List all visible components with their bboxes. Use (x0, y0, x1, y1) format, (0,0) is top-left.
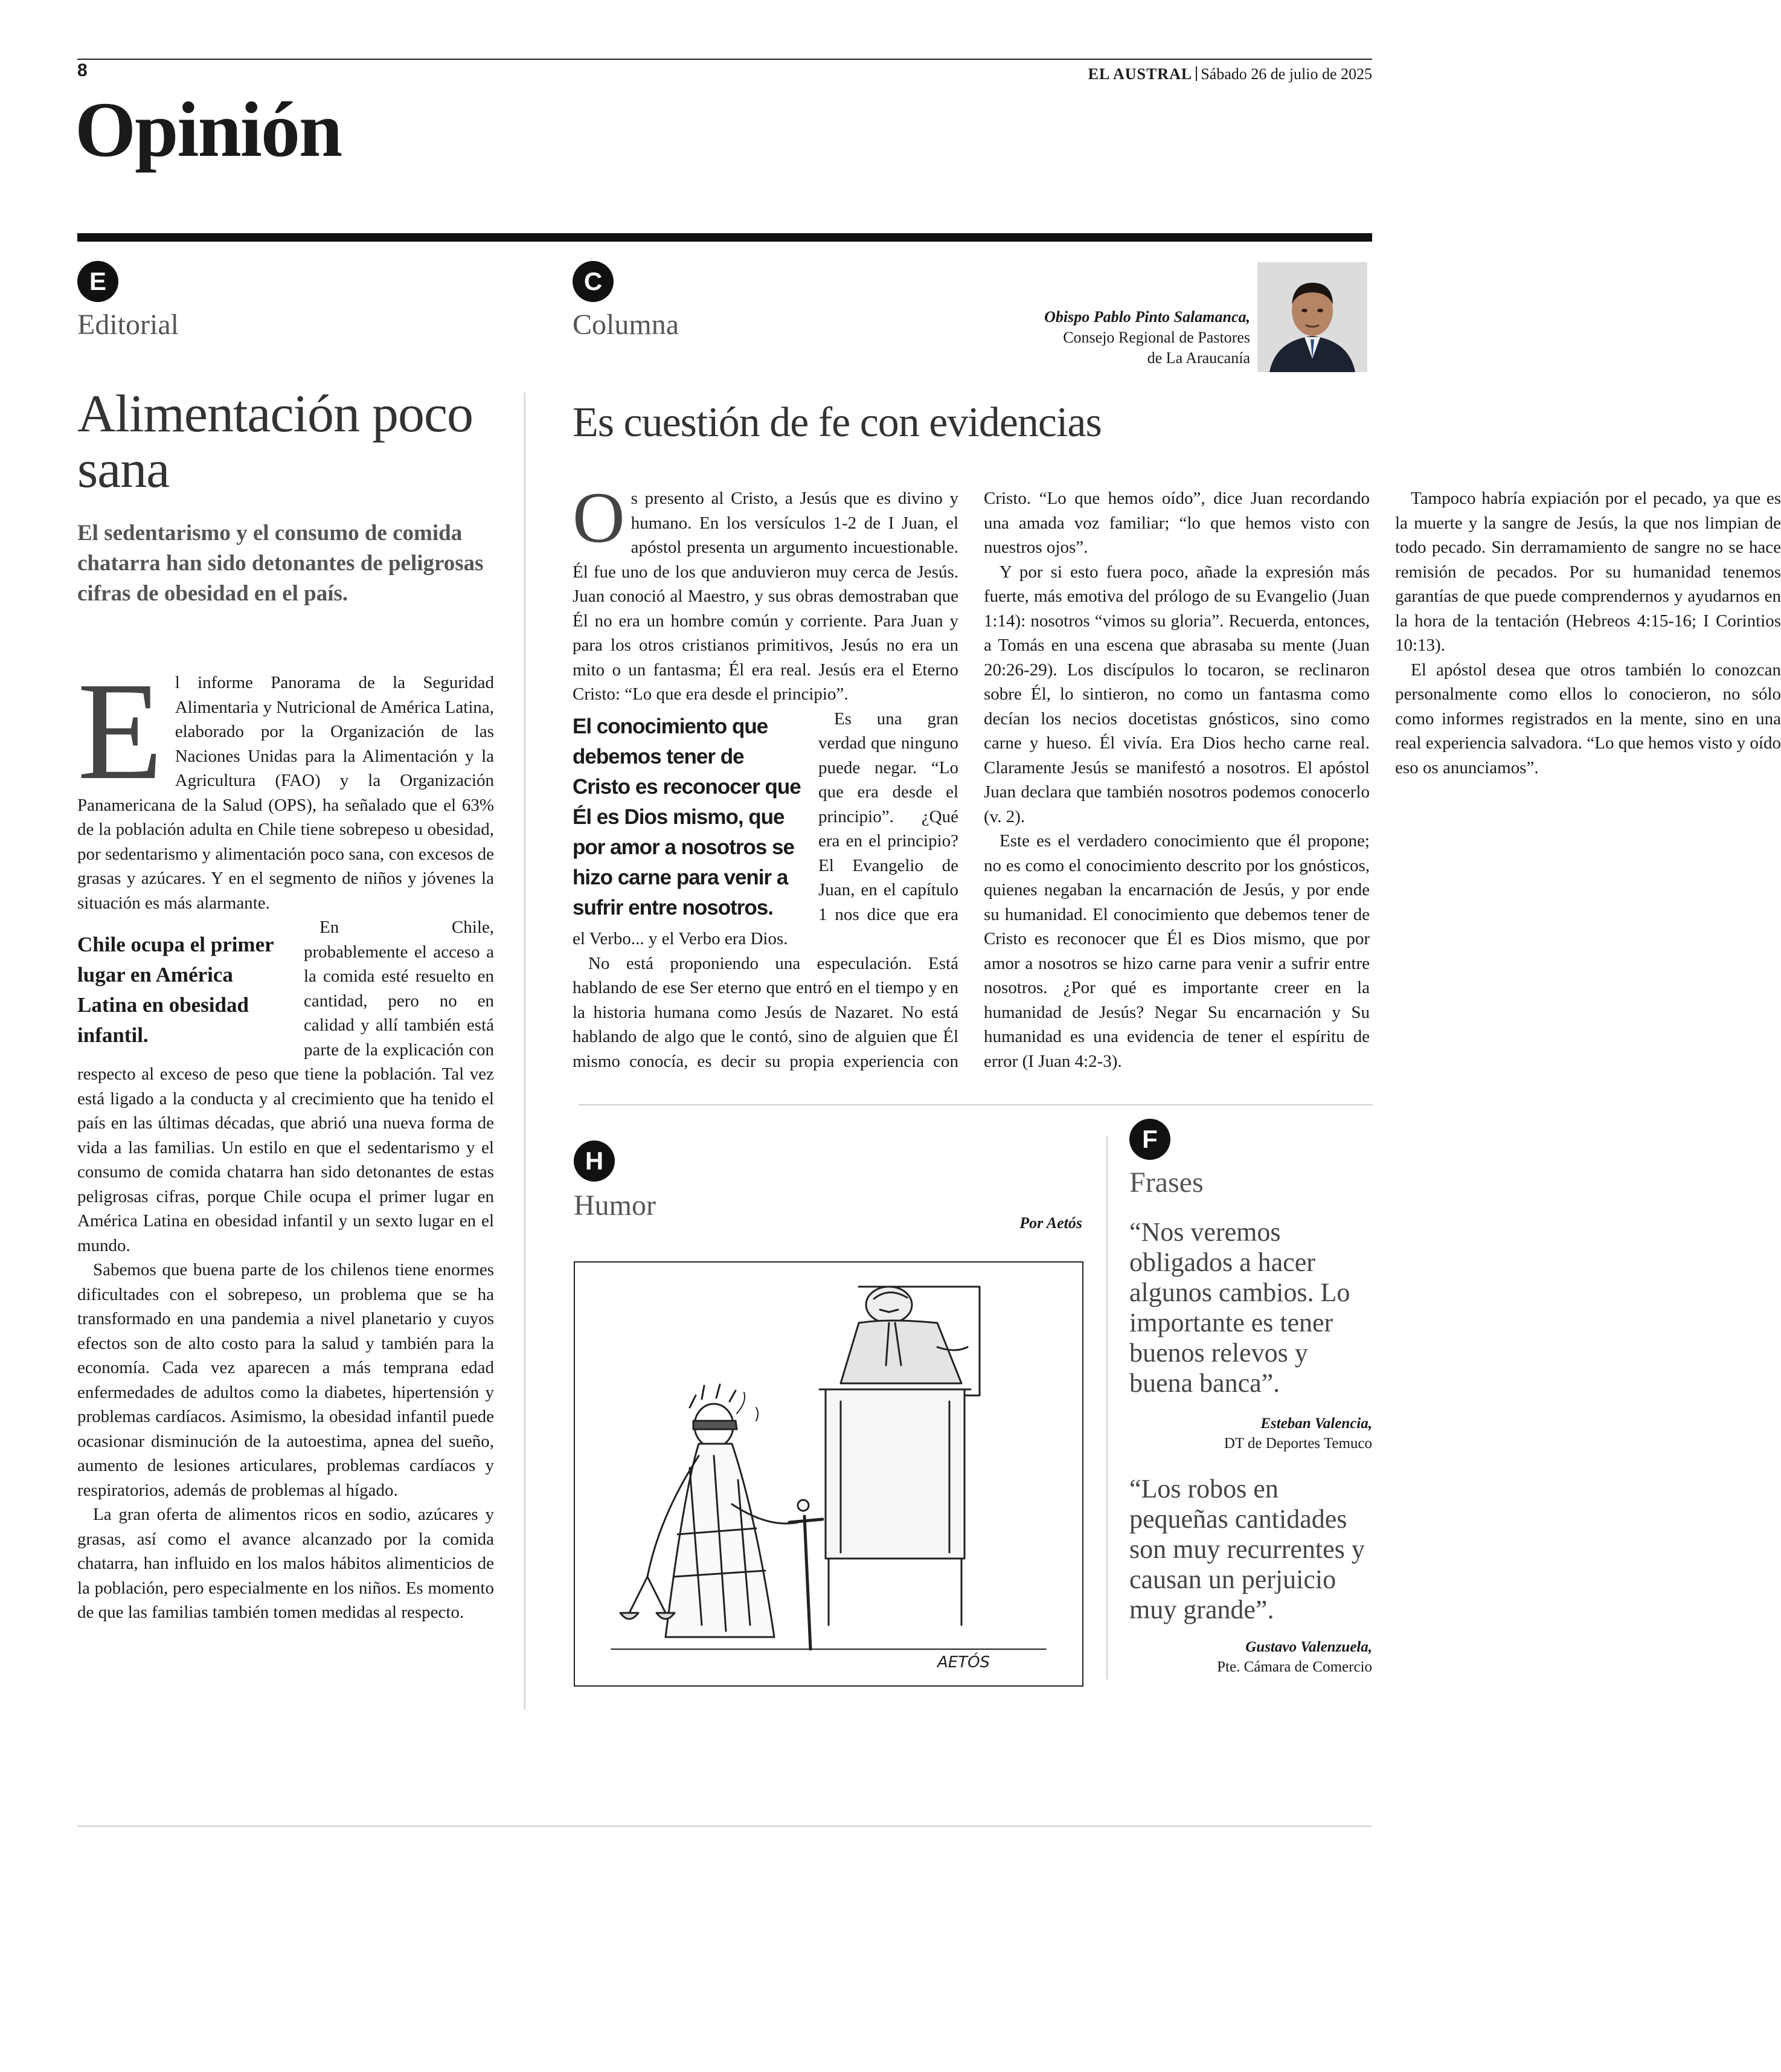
editorial-kicker: Editorial (77, 309, 179, 341)
issue-date: Sábado 26 de julio de 2025 (1201, 65, 1372, 83)
editorial-p1: l informe Panorama de la Seguridad Alimentaria y Nutricional de América Latina, elaborado por la Organización de las Naciones Unidas para la Alimentación y la Agricultura (FAO) y la Organización Panamericana de la Salud (OPS), ha señalado que el 63% de la población adulta en Chile tiene sobrepeso u obesidad, por sedentarismo y alimentación poco sana, con excesos de grasas y azúcares. Y en el segmento de niños y jóvenes la situación es más alarmante. (77, 673, 494, 913)
column-title: Es cuestión de fe con evidencias (573, 399, 1102, 446)
quote-1: “Nos veremos obligados a hacer algunos cambios. Lo importante es tener buenos relevos y buena banca”. (1129, 1217, 1350, 1398)
humor-badge: H (574, 1141, 615, 1182)
top-rule (77, 59, 1372, 60)
column-paragraph (573, 477, 958, 707)
author-region: de La Araucanía (1147, 349, 1250, 367)
column-paragraph: El apóstol desea que otros también lo conozcan personalmente como ellos lo conocieron, no sólo como informes registrados en la mente, sino en una real experiencia salvadora. “Lo que hemos visto y oído eso os anunciamos”. (1395, 660, 1781, 777)
editorial-paragraph: La gran oferta de alimentos ricos en sodio, azúcares y grasas, así como el avance alcanzado por la comida chatarra, han influido en los malos hábitos alimenticios de la población, pero especialmente en los niños. Es momento de que las familias también tomen medidas al respecto. (77, 1505, 494, 1622)
cartoon-signature: AETÓS (937, 1653, 990, 1671)
column-badge: C (573, 261, 614, 302)
column-paragraph: Tampoco habría expiación por el pecado, ya que es la muerte y la sangre de Jesús, la que nos limpian de todo pecado. Sin derramamiento de sangre no se hace remisión de pecados. Por su humanidad tenemos garantías de que puede comprendernos y ayudarnos en la hora de la tentación (Hebreos 4:15-16; I Corintios 10:13). (1395, 489, 1781, 655)
quote-1-attribution (1224, 1414, 1372, 1453)
column-paragraph: No está proponiendo una especulación. Está hablando de ese Ser eterno que entró en el tiempo y en la historia humana como Jesús de Nazaret. No está hablando de algo que le contó, sino de alguien que Él mismo conocía, es decir su propia experiencia con Cristo. “Lo que hemos oído”, dice Juan recordando una amada voz familiar; “lo que hemos visto con nuestros ojos”. (573, 489, 1370, 1071)
editorial-p2: En Chile, probablemente el acceso a la comida esté resuelto en cantidad, pero no en calidad y allí también está parte de la explicación con respecto al exceso de peso que tiene la población. Tal vez está ligado a la conducta y al crecimiento que ha tenido el país en las últimas décadas, que abrió una nueva forma de vida a las familias. Un estilo en que el sedentarismo y el consumo de comida chatarra han sido detonantes de estas peligrosas cifras, porque Chile ocupa el primer lugar en América Latina en obesidad infantil y un sexto lugar en el mundo. (77, 918, 494, 1255)
column-dropcap: O (573, 477, 625, 558)
editorial-badge: E (77, 261, 118, 302)
frases-badge: F (1129, 1119, 1170, 1160)
column-paragraph: Y por si esto fuera poco, añade la expresión más fuerte, más emotiva del prólogo de su Evangelio (Juan 1:14): nosotros “vimos su gloria”. Recuerda, entonces, a Tomás en una escena que abrasaba su mente (Juan 20:26-29). Los discípulos lo tocaron, se reclinaron sobre Él, lo sintieron, no como un fantasma como decían los necios docetistas gnósticos, sino como carne y hueso. Él vivía. Era Dios hecho carne real. Claramente Jesús se manifestó a nosotros. El apóstol Juan declara que también nosotros podemos conocerlo (v. 2). (984, 562, 1370, 826)
quote-2-author: Gustavo Valenzuela, (1245, 1639, 1372, 1655)
page-number: 8 (77, 60, 88, 80)
humor-cartoon (574, 1261, 1083, 1687)
quote-1-role: DT de Deportes Temuco (1224, 1435, 1372, 1452)
column-divider (524, 393, 525, 1710)
quote-1-author: Esteban Valencia, (1260, 1415, 1372, 1432)
section-title: Opinión (75, 86, 342, 173)
column-pullquote: El conocimiento que debemos tener de Cristo es reconocer que Él es Dios mismo, que por amor a nosotros se hizo carne para venir a sufrir entre nosotros. (573, 714, 801, 919)
column-p2: Es una gran verdad que ninguno puede negar. “Lo que era desde el principio”. ¿Qué era en el principio? El Evangelio de Juan, en el capítulo 1 nos dice que era el Verbo... y el Verbo era Dios. (573, 709, 958, 948)
humor-kicker: Humor (574, 1189, 656, 1221)
editorial-subtitle: El sedentarismo y el consumo de comida chatarra han sido detonantes de peligrosas cifras de obesidad en el país. (77, 521, 484, 606)
humor-separator (579, 1104, 1373, 1105)
author-role: Consejo Regional de Pastores (1063, 329, 1250, 346)
column-kicker: Columna (573, 309, 679, 341)
column-paragraph (573, 707, 958, 951)
quote-2-role: Pte. Cámara de Comercio (1217, 1659, 1372, 1675)
editorial-paragraph (77, 654, 494, 915)
editorial-dropcap: E (77, 654, 163, 809)
bottom-rule (77, 1826, 1372, 1827)
column-body (573, 477, 1781, 1078)
editorial-body (77, 654, 494, 1625)
newspaper-name: EL AUSTRAL (1088, 65, 1193, 83)
editorial-paragraph: Sabemos que buena parte de los chilenos tiene enormes dificultades con el sobrepeso, un problema que se ha transformado en una pandemia a nivel planetario y cuyos efectos son de alto costo para la salud y también para la economía. Cada vez aparecen a más temprana edad enfermedades de adultos como la diabetes, hipertensión y problemas cardíacos. Asimismo, la obesidad infantil puede ocasionar disminución de la autoestima, apnea del sueño, aumento de lesiones articulares, problemas cardíacos y respiratorios, además de problemas al hígado. (77, 1260, 494, 1500)
humor-byline: Por Aetós (1019, 1214, 1082, 1232)
section-rule (77, 233, 1372, 242)
editorial-pullquote: Chile ocupa el primer lugar en América Latina en obesidad infantil. (77, 933, 274, 1047)
editorial-title: Alimentación poco sana (77, 385, 473, 499)
author-name: Obispo Pablo Pinto Salamanca, (1044, 308, 1250, 326)
cartoon-illustration-icon (575, 1263, 1082, 1685)
frases-kicker: Frases (1129, 1166, 1204, 1198)
masthead (1088, 65, 1372, 83)
quote-2: “Los robos en pequeñas cantidades son muy recurrentes y causan un perjuicio muy grande”. (1129, 1474, 1365, 1624)
quote-2-attribution (1217, 1637, 1372, 1677)
frases-divider (1106, 1136, 1108, 1679)
author-portrait-icon (1257, 262, 1367, 372)
column-p1: s presento al Cristo, a Jesús que es divino y humano. En los versículos 1-2 de I Juan, el apóstol presenta un argumento incuestionable. Él fue uno de los que anduvieron muy cerca de Jesús. Juan conoció al Maestro, y sus obras demostraban que Él no era un hombre común y corriente. Para Juan y para los otros cristianos primitivos, Jesús no era un mito o un fantasma; Él era real. Jesús era el Eterno Cristo: “Lo que era desde el principio”. (573, 489, 958, 704)
author-avatar (1257, 262, 1367, 372)
masthead-separator (1196, 66, 1197, 81)
column-author (1044, 307, 1250, 368)
editorial-paragraph (77, 915, 494, 1258)
column-paragraph: Este es el verdadero conocimiento que él propone; no es como el conocimiento descrito por los gnósticos, quienes negaban la encarnación de Jesús, y por ende su humanidad. El conocimiento que debemos tener de Cristo es reconocer que Él es Dios mismo, que por amor a nosotros se hizo carne para venir a sufrir entre nosotros. ¿Por qué es importante creer en la humanidad de Jesús? Negar Su encarnación y Su humanidad es una evidencia de tener el espíritu de error (I Juan 4:2-3). (984, 831, 1370, 1071)
